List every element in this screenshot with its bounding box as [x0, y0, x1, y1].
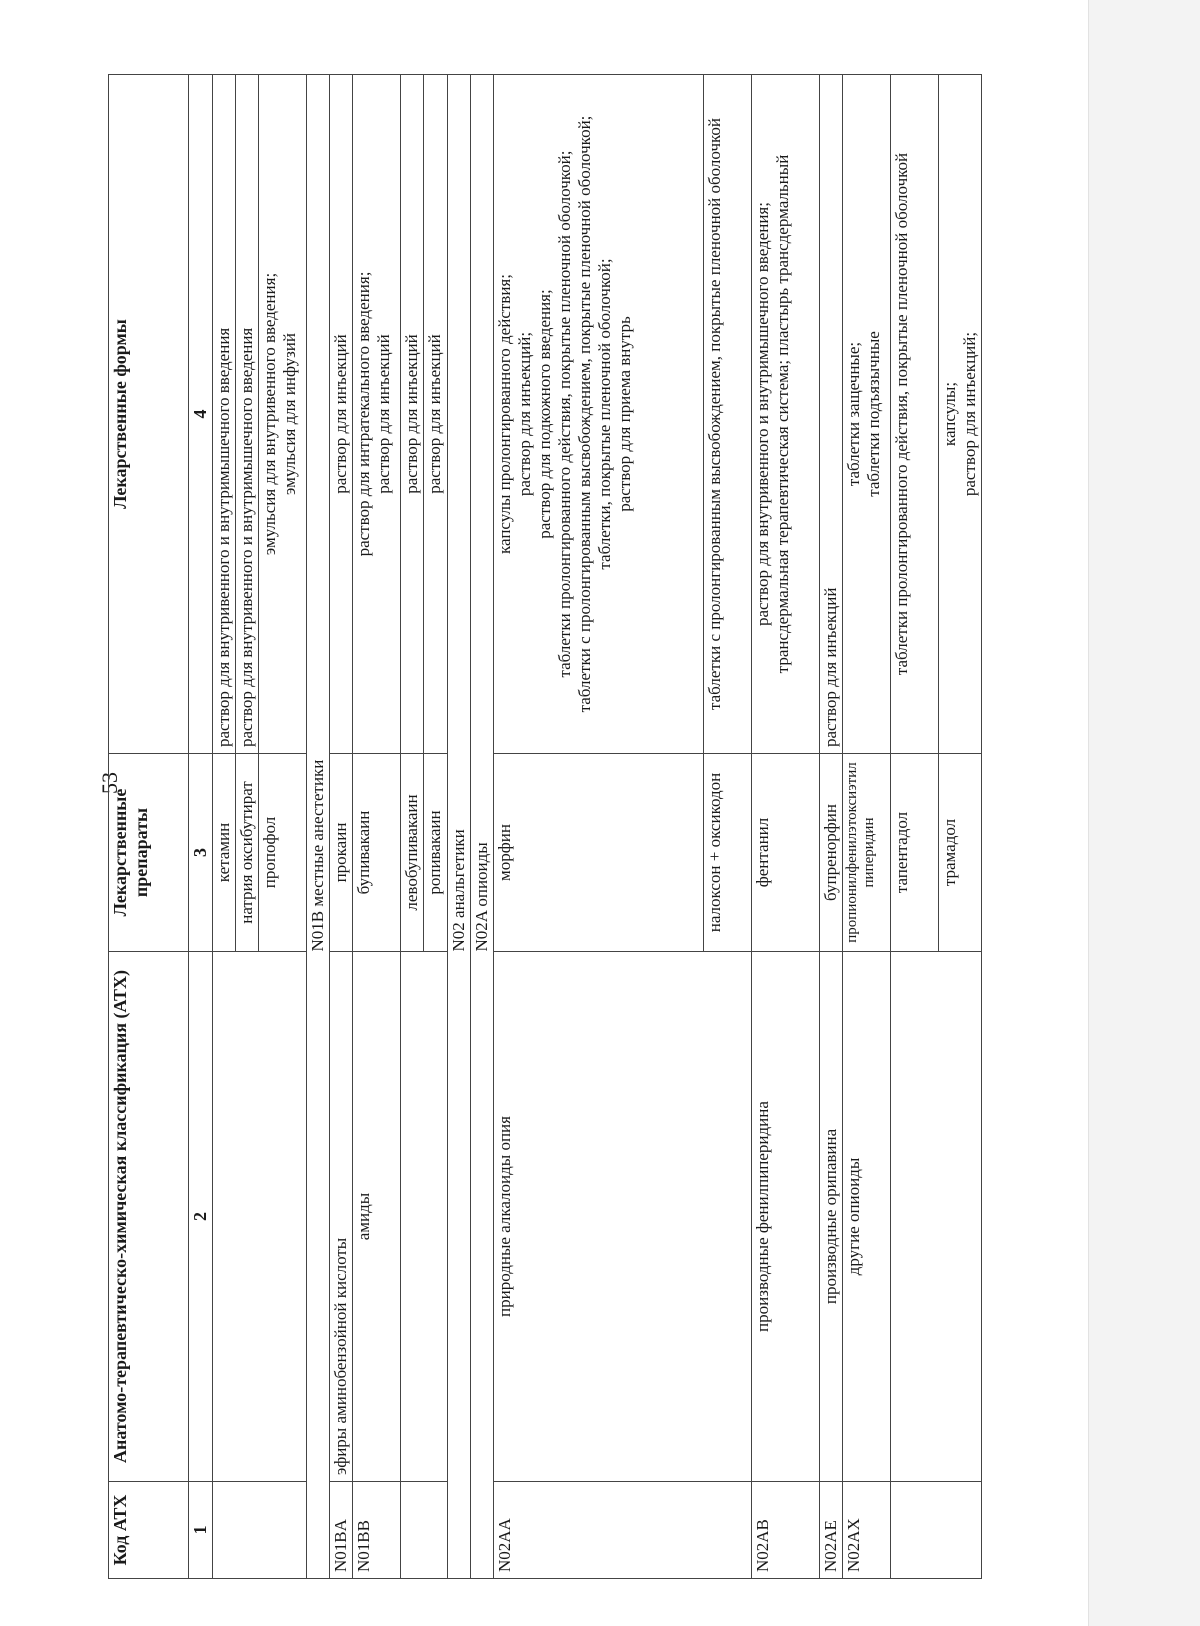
- forms-cell: [842, 75, 890, 754]
- table-row: [213, 75, 236, 1579]
- code-cell: [401, 1482, 447, 1579]
- forms-cell: [703, 75, 751, 754]
- class-cell: [213, 952, 307, 1482]
- form-line: раствор для инъекций: [820, 587, 840, 747]
- code-cell: N02AA: [493, 1482, 751, 1579]
- form-line: раствор для инъекций: [425, 334, 445, 494]
- class-cell: эфиры аминобензойной кислоты: [330, 952, 353, 1482]
- drug-cell: бупренорфин: [819, 754, 842, 952]
- forms-cell: [330, 75, 353, 754]
- drug-cell: тапентадол: [890, 754, 938, 952]
- drug-cell: натрия оксибутират: [236, 754, 259, 952]
- form-line: таблетки защечные;: [843, 341, 863, 487]
- code-cell: N01BB: [353, 1482, 401, 1579]
- code-cell: [890, 1482, 981, 1579]
- drug-cell: налоксон + оксикодон: [703, 754, 751, 952]
- forms-cell: [236, 75, 259, 754]
- forms-cell: [819, 75, 842, 754]
- table-row: [330, 75, 353, 1579]
- class-cell: [890, 952, 981, 1482]
- table-row: [751, 75, 819, 1579]
- drug-cell: прокаин: [330, 754, 353, 952]
- table-row: [890, 75, 938, 1579]
- table-row: [401, 75, 424, 1579]
- header-drugs: Лекарственные препараты: [109, 754, 189, 952]
- forms-cell: [751, 75, 819, 754]
- column-number: 3: [189, 754, 213, 952]
- form-line: эмульсия для инфузий: [280, 333, 300, 496]
- table-row: [819, 75, 842, 1579]
- class-cell: природные алкалоиды опия: [493, 952, 751, 1482]
- section-title: N02A опиоиды: [470, 75, 493, 952]
- class-cell: производные фенилпиперидина: [751, 952, 819, 1482]
- form-line: раствор для инъекций;: [514, 331, 534, 497]
- column-number: 4: [189, 75, 213, 754]
- form-line: раствор для внутривенного и внутримышечного введения: [214, 327, 234, 747]
- form-line: эмульсия для внутривенного введения;: [260, 272, 280, 556]
- form-line: таблетки пролонгированного действия, покрытые пленочной оболочкой: [891, 152, 911, 676]
- forms-cell: [493, 75, 703, 754]
- column-number: 1: [189, 1482, 213, 1579]
- section-title: N02 анальгетики: [447, 75, 470, 952]
- class-cell: другие опиоиды: [842, 952, 890, 1482]
- table-row: [493, 75, 703, 1579]
- table-row: [842, 75, 890, 1579]
- forms-cell: [259, 75, 307, 754]
- form-line: раствор для интратекального введения;: [354, 271, 374, 557]
- form-line: раствор для инъекций: [374, 334, 394, 494]
- form-line: таблетки с пролонгированным высвобождением, покрытые пленочной оболочкой: [704, 117, 724, 711]
- class-cell: производные орипавина: [819, 952, 842, 1482]
- drug-cell: пропионилфенилэтоксиэтилпиперидин: [842, 754, 890, 952]
- forms-cell: [213, 75, 236, 754]
- form-line: таблетки с пролонгированным высвобождением, покрытые пленочной оболочкой; таблетки, покрытые пленочной оболочкой;: [574, 115, 614, 713]
- form-line: раствор для инъекций;: [959, 331, 979, 497]
- form-line: раствор для инъекций: [331, 334, 351, 494]
- class-cell: амиды: [353, 952, 401, 1482]
- section-row: [470, 75, 493, 1579]
- code-cell: [213, 1482, 307, 1579]
- form-line: таблетки подъязычные: [863, 331, 883, 497]
- atx-table: [108, 74, 982, 1579]
- table-header-row: [109, 75, 189, 1579]
- section-spacer: [470, 952, 493, 1579]
- form-line: капсулы пролонгированного действия;: [494, 274, 514, 554]
- drug-cell: трамадол: [938, 754, 981, 952]
- code-cell: N01BA: [330, 1482, 353, 1579]
- rotated-table-page: [108, 75, 979, 1579]
- drug-cell: ропивакаин: [424, 754, 447, 952]
- header-classification: Анатомо-терапевтическо-химическая классификация (АТХ): [109, 952, 189, 1482]
- forms-cell: [353, 75, 401, 754]
- drug-cell: морфин: [493, 754, 703, 952]
- drug-cell: пропофол: [259, 754, 307, 952]
- forms-cell: [938, 75, 981, 754]
- forms-cell: [890, 75, 938, 754]
- section-title: N01B местные анестетики: [307, 75, 330, 952]
- form-line: раствор для внутривенного и внутримышечного введения;: [752, 202, 772, 626]
- drug-cell: фентанил: [751, 754, 819, 952]
- table-row: [353, 75, 401, 1579]
- code-cell: N02AE: [819, 1482, 842, 1579]
- form-line: капсулы;: [939, 381, 959, 447]
- form-line: раствор для приема внутрь: [614, 316, 634, 512]
- form-line: раствор для подкожного введения;: [534, 289, 554, 539]
- form-line: трансдермальная терапевтическая система; пластырь трансдермальный: [772, 154, 792, 674]
- drug-cell: левобупивакаин: [401, 754, 424, 952]
- code-cell: N02AX: [842, 1482, 890, 1579]
- class-cell: [401, 952, 447, 1482]
- forms-cell: [401, 75, 424, 754]
- header-code: Код АТХ: [109, 1482, 189, 1579]
- header-forms: Лекарственные формы: [109, 75, 189, 754]
- column-number-row: [189, 75, 213, 1579]
- drug-cell: бупивакаин: [353, 754, 401, 952]
- column-number: 2: [189, 952, 213, 1482]
- form-line: таблетки пролонгированного действия, покрытые пленочной оболочкой;: [554, 150, 574, 678]
- scan-margin-strip: [1088, 0, 1200, 1626]
- form-line: раствор для внутривенного и внутримышечного введения: [237, 327, 257, 747]
- section-spacer: [307, 952, 330, 1579]
- code-cell: N02AB: [751, 1482, 819, 1579]
- drug-cell: кетамин: [213, 754, 236, 952]
- page-number: 53: [97, 772, 122, 794]
- section-row: [447, 75, 470, 1579]
- forms-cell: [424, 75, 447, 754]
- form-line: раствор для инъекций: [402, 334, 422, 494]
- section-row: [307, 75, 330, 1579]
- section-spacer: [447, 952, 470, 1579]
